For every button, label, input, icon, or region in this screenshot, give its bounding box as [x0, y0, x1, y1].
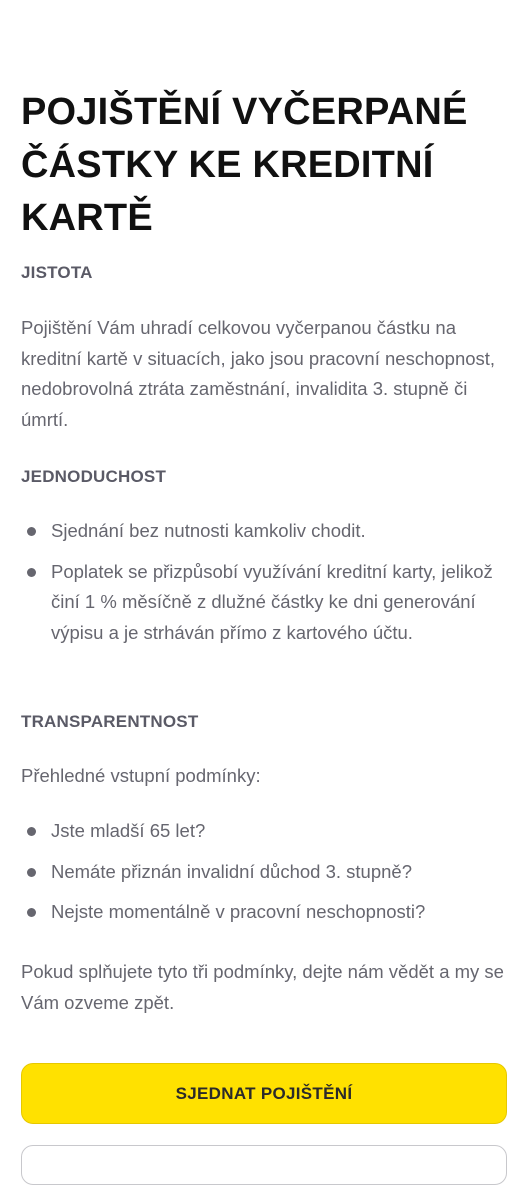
transparentnost-outro: Pokud splňujete tyto tři podmínky, dejte nám vědět a my se Vám ozveme zpět. [21, 961, 504, 1013]
secondary-button[interactable] [21, 1145, 507, 1185]
bullet-dot-icon [27, 527, 36, 536]
bullet-dot-icon [27, 568, 36, 577]
list-item [21, 816, 511, 847]
list-item-text: Nejste momentálně v pracovní neschopnosti? [51, 901, 426, 922]
bullet-dot-icon [27, 827, 36, 836]
section-heading-jistota: JISTOTA [21, 263, 93, 282]
bullet-dot-icon [27, 908, 36, 917]
section-heading-transparentnost: TRANSPARENTNOST [21, 712, 199, 731]
list-item-text: Sjednání bez nutnosti kamkoliv chodit. [51, 520, 366, 541]
list-item [21, 516, 511, 547]
page-title: POJIŠTĚNÍ VYČERPANÉ ČÁSTKY KE KREDITNÍ KARTĚ [21, 91, 468, 239]
list-item-text: Nemáte přiznán invalidní důchod 3. stupně? [51, 860, 412, 882]
jistota-text: Pojištění Vám uhradí celkovou vyčerpanou částku na kreditní kartě v situacích, jako jsou pracovní neschopnost, nedobrovolná ztráta zaměstnání, invalidita 3. stupně či úmrtí. [21, 317, 496, 430]
arrange-insurance-button[interactable]: SJEDNAT POJIŠTĚNÍ [21, 1063, 507, 1124]
transparentnost-intro: Přehledné vstupní podmínky: [21, 765, 261, 786]
list-item-text: Poplatek se přizpůsobí využívání kreditní karty, jelikož činí 1 % měsíčně z dlužné částky ke dni generování výpisu a je strháván přímo z kartového účtu. [51, 560, 493, 643]
section-heading-jednoduchost: JEDNODUCHOST [21, 467, 167, 486]
list-item [21, 857, 511, 888]
transparentnost-list [21, 816, 511, 928]
jednoduchost-list [21, 516, 511, 648]
list-item-text: Jste mladší 65 let? [51, 820, 206, 841]
list-item [21, 897, 511, 928]
list-item [21, 557, 511, 649]
bullet-dot-icon [27, 868, 36, 877]
